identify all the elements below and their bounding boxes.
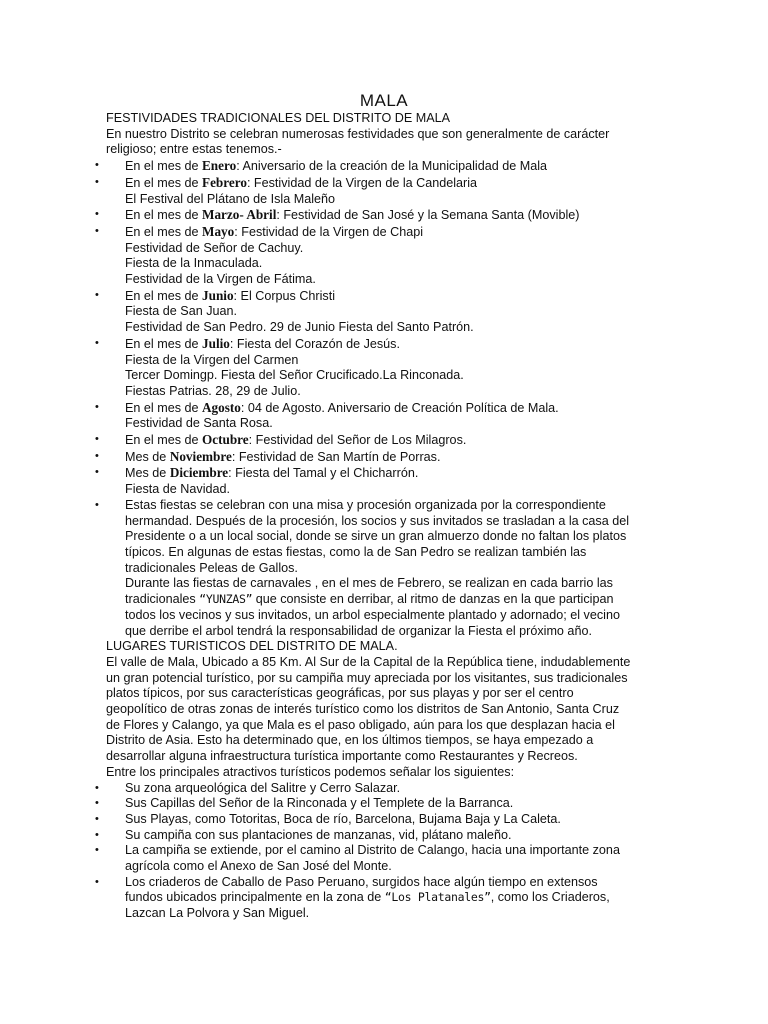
- festividad-text: : Fiesta del Tamal y el Chicharrón.: [228, 466, 419, 481]
- festividad-subline: Fiesta de la Virgen del Carmen: [125, 352, 299, 367]
- festividad-line: [125, 288, 666, 305]
- festividad-subline: Festividad de Santa Rosa.: [125, 416, 273, 431]
- festividad-item: [106, 224, 666, 288]
- festividad-subline: Fiesta de San Juan.: [125, 304, 238, 319]
- festividad-item: [106, 207, 666, 224]
- festividad-line: [125, 465, 666, 482]
- festividad-line: [125, 400, 666, 417]
- festividad-line: [125, 449, 666, 466]
- platanales-quote: “Los Platanales”: [384, 890, 491, 905]
- festividad-subline: Festividad de la Virgen de Fátima.: [125, 272, 316, 287]
- festividad-text: : Fiesta del Corazón de Jesús.: [229, 336, 400, 351]
- festividad-prefix: En el mes de: [125, 175, 203, 190]
- list-item-line: agrícola como el Anexo de San José del Monte.: [125, 859, 392, 874]
- paragraph-line: El valle de Mala, Ubicado a 85 Km. Al Sur de la Capital de la República tiene, indudablemente: [106, 654, 631, 669]
- paragraph-line: Entre los principales atractivos turísticos podemos señalar los siguientes:: [106, 764, 515, 779]
- festividad-prefix: En el mes de: [125, 208, 203, 223]
- paragraph-line: un gran potencial turístico, por su campiña muy apreciada por los visitantes, sus tradicionales: [106, 670, 628, 685]
- festividad-text: : El Corpus Christi: [233, 288, 336, 303]
- festividad-subline: Festividad de San Pedro. 29 de Junio Fiesta del Santo Patrón.: [125, 320, 474, 335]
- festividad-subline: Festividad de Señor de Cachuy.: [125, 240, 304, 255]
- festividad-prefix: Mes de: [125, 449, 170, 464]
- festividad-month: Enero: [202, 158, 237, 174]
- festividad-subline: Fiesta de Navidad.: [125, 482, 231, 497]
- festividad-line: [125, 175, 666, 192]
- paragraph-line: de Flores y Calango, ya que Mala es el paso obligado, aún para los que desplazan hacia el: [106, 717, 615, 732]
- list-item-line: • La campiña se extiende, por el camino al Distrito de Calango, hacia una importante zona: [125, 843, 620, 858]
- list-item: [106, 828, 666, 844]
- closing-line: • Estas fiestas se celebran con una misa y procesión organizada por la correspondiente: [125, 497, 606, 512]
- closing-paragraph: [106, 498, 666, 639]
- yunzas-quote: “YUNZAS”: [199, 592, 253, 607]
- lugares-paragraph: [106, 655, 666, 781]
- festividad-item: [106, 432, 666, 449]
- festividad-prefix: En el mes de: [125, 288, 203, 303]
- festividad-item: [106, 465, 666, 497]
- festividad-prefix: En el mes de: [125, 224, 203, 239]
- closing-line: hermandad. Después de la procesión, los socios y sus invitados se trasladan a la casa del: [125, 513, 630, 528]
- text-span: fundos ubicados principalmente en la zona de: [125, 890, 385, 905]
- festividad-line: [125, 336, 666, 353]
- festividad-subline: Fiestas Patrias. 28, 29 de Julio.: [125, 383, 301, 398]
- festividad-item: [106, 158, 666, 175]
- festividad-prefix: En el mes de: [125, 159, 203, 174]
- festividades-intro-line: En nuestro Distrito se celebran numerosas festividades que son generalmente de carácter: [106, 126, 610, 141]
- yunzas-line: [125, 592, 666, 608]
- list-item: [106, 812, 666, 828]
- festividad-prefix: En el mes de: [125, 400, 203, 415]
- list-item: [106, 796, 666, 812]
- text-span: , como los Criaderos,: [490, 890, 610, 905]
- closing-line: todos los vecinos y sus invitados, un arbol especialmente plantado y adornado; el vecino: [125, 607, 620, 622]
- text-span: que consiste en derribar, al ritmo de danzas en la que participan: [252, 592, 614, 607]
- list-item: [106, 843, 666, 874]
- list-item: [106, 781, 666, 797]
- festividad-item: [106, 175, 666, 207]
- closing-line: Presidente o a un local social, donde se sirve un gran almuerzo donde no faltan los platos: [125, 529, 627, 544]
- list-item-line: • Su campiña con sus plantaciones de manzanas, vid, plátano maleño.: [125, 827, 512, 842]
- list-item-line: [125, 890, 666, 906]
- paragraph-line: Distrito de Asia. Esto ha determinado que, en los últimos tiempos, se haya empezado a: [106, 733, 594, 748]
- list-item: [106, 875, 666, 922]
- festividad-line: [125, 207, 666, 224]
- festividad-item: [106, 336, 666, 400]
- festividad-item: [106, 449, 666, 466]
- festividad-month: Octubre: [202, 432, 249, 448]
- festividad-text: : 04 de Agosto. Aniversario de Creación Política de Mala.: [240, 400, 559, 415]
- festividad-month: Febrero: [202, 174, 247, 190]
- festividad-prefix: En el mes de: [125, 433, 203, 448]
- festividad-line: [125, 432, 666, 449]
- festividad-line: [125, 224, 666, 241]
- festividad-month: Marzo- Abril: [202, 207, 277, 223]
- document-body: [106, 111, 666, 922]
- list-item-line: • Sus Playas, como Totoritas, Boca de río, Barcelona, Bujama Baja y La Caleta.: [125, 811, 561, 826]
- festividad-prefix: Mes de: [125, 466, 170, 481]
- closing-line: Durante las fiestas de carnavales , en el mes de Febrero, se realizan en cada barrio las: [125, 576, 613, 591]
- text-span: tradicionales: [125, 592, 200, 607]
- closing-lines: [125, 498, 666, 592]
- festividad-line: [125, 158, 666, 175]
- lugares-list: [106, 781, 666, 875]
- festividad-text: : Festividad de la Virgen de la Candelaria: [246, 175, 478, 190]
- festividad-text: : Festividad del Señor de Los Milagros.: [248, 433, 467, 448]
- list-item-line: Lazcan La Polvora y San Miguel.: [125, 906, 310, 921]
- list-item-line: • Sus Capillas del Señor de la Rinconada y el Templete de la Barranca.: [125, 796, 514, 811]
- list-item-line: • Su zona arqueológica del Salitre y Cerro Salazar.: [125, 780, 401, 795]
- festividad-subline: El Festival del Plátano de Isla Maleño: [125, 191, 336, 206]
- festividad-text: : Festividad de la Virgen de Chapi: [234, 224, 424, 239]
- festividad-item: [106, 400, 666, 432]
- paragraph-line: geopolítico de otras zonas de interés turístico como los distritos de San Antonio, Santa Cruz: [106, 702, 620, 717]
- paragraph-line: platos típicos, por sus características geográficas, por sus playas y por ser el centro: [106, 686, 574, 701]
- festividad-item: [106, 288, 666, 336]
- festividad-text: : Aniversario de la creación de la Municipalidad de Mala: [236, 159, 548, 174]
- closing-line: típicos. En algunas de estas fiestas, como la de San Pedro se realizan también las: [125, 544, 587, 559]
- festividad-month: Noviembre: [169, 448, 232, 464]
- festividad-prefix: En el mes de: [125, 336, 203, 351]
- lugares-heading: LUGARES TURISTICOS DEL DISTRITO DE MALA.: [106, 639, 398, 654]
- festividad-subline: Fiesta de la Inmaculada.: [125, 256, 263, 271]
- festividades-list: [106, 158, 666, 498]
- festividad-subline: Tercer Domingp. Fiesta del Señor Crucificado.La Rinconada.: [125, 368, 464, 383]
- festividad-month: Mayo: [202, 223, 235, 239]
- page-title: MALA: [359, 91, 409, 110]
- festividades-heading: FESTIVIDADES TRADICIONALES DEL DISTRITO DE MALA: [106, 111, 451, 125]
- festividades-intro-line: religioso; entre estas tenemos.-: [106, 142, 282, 157]
- festividad-month: Diciembre: [169, 465, 229, 481]
- festividad-month: Agosto: [202, 399, 241, 415]
- list-item-line: • Los criaderos de Caballo de Paso Peruano, surgidos hace algún tiempo en extensos: [125, 874, 598, 889]
- closing-line: tradicionales Peleas de Gallos.: [125, 560, 298, 575]
- closing-line: que derribe el arbol tendrá la responsabilidad de organizar la Fiesta el próximo año.: [125, 623, 592, 638]
- festividad-text: : Festividad de San Martín de Porras.: [231, 449, 441, 464]
- festividad-month: Julio: [202, 335, 230, 351]
- paragraph-line: desarrollar alguna infraestructura turística importante como Restaurantes y Recreos.: [106, 749, 578, 764]
- festividad-month: Junio: [202, 287, 234, 303]
- festividad-text: : Festividad de San José y la Semana Santa (Movible): [276, 208, 580, 223]
